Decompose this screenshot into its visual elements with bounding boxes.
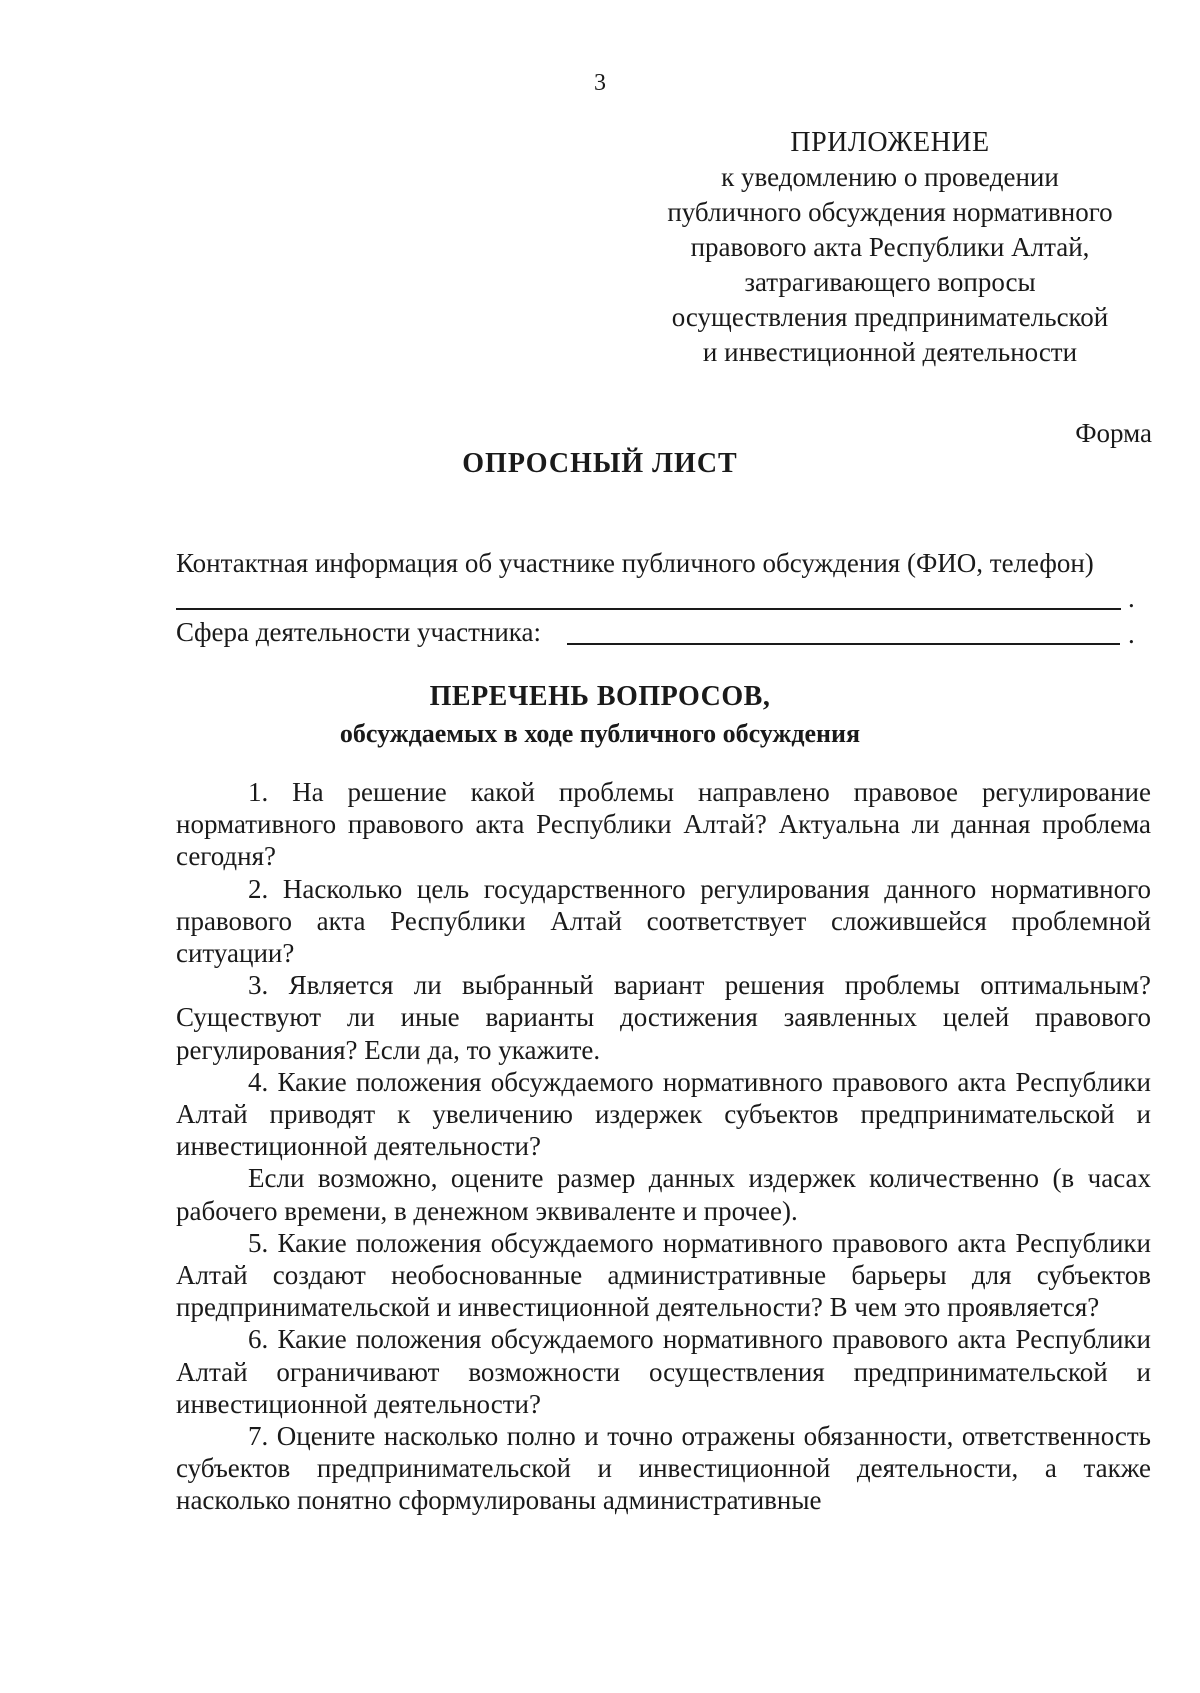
appendix-line: к уведомлению о проведении [721,162,1059,192]
sphere-line-end: . [1128,619,1135,649]
question-item: 1. На решение какой проблемы направлено правовое регулирование нормативного правового акта Республики Алтай? Актуальна ли данная проблема сегодня? [176,777,1151,872]
contact-info-label: Контактная информация об участнике публичного обсуждения (ФИО, телефон) [176,548,1094,578]
form-label: Форма [1075,418,1152,448]
question-item: 2. Насколько цель государственного регулирования данного нормативного правового акта Республики Алтай соответствует сложившейся проблемной ситуации? [176,873,1151,969]
question-item: Если возможно, оцените размер данных издержек количественно (в часах рабочего времени, в денежном эквиваленте и прочее). [176,1163,1151,1226]
appendix-line: затрагивающего вопросы [744,267,1036,297]
appendix-block [640,125,1140,370]
activity-sphere-blank-line[interactable] [567,643,1120,645]
appendix-line: правового акта Республики Алтай, [690,232,1090,262]
contact-info-blank-line[interactable] [176,608,1121,610]
question-item: 4. Какие положения обсуждаемого нормативного правового акта Республики Алтай приводят к увеличению издержек субъектов предпринимательской и инвестиционной деятельности? [176,1066,1151,1162]
questions-heading-subtitle: обсуждаемых в ходе публичного обсуждения [339,719,861,748]
document-title: ОПРОСНЫЙ ЛИСТ [462,448,738,479]
questions-heading [0,678,1200,752]
question-item: 3. Является ли выбранный вариант решения проблемы оптимальным? Существуют ли иные варианты достижения заявленных целей правового регулирования? Если да, то укажите. [176,970,1151,1065]
activity-sphere-label: Сфера деятельности участника: [176,617,541,647]
questions-heading-title: ПЕРЕЧЕНЬ ВОПРОСОВ, [429,681,771,712]
page-number: 3 [594,70,606,96]
appendix-line: осуществления предпринимательской [671,302,1109,332]
contact-line-end: . [1128,583,1135,613]
appendix-line: публичного обсуждения нормативного [667,197,1113,227]
question-item: 5. Какие положения обсуждаемого нормативного правового акта Республики Алтай создают необоснованные административные барьеры для субъектов предпринимательской и инвестиционной деятельности? В чем это проявляется? [176,1227,1151,1323]
question-item: 7. Оцените насколько полно и точно отражены обязанности, ответственность субъектов предпринимательской и инвестиционной деятельности, а также насколько понятно сформулированы административные [176,1421,1151,1516]
appendix-title: ПРИЛОЖЕНИЕ [790,127,990,158]
questions-list [176,776,1151,1517]
appendix-line: и инвестиционной деятельности [702,337,1078,367]
question-item: 6. Какие положения обсуждаемого нормативного правового акта Республики Алтай ограничивают возможности осуществления предпринимательской и инвестиционной деятельности? [176,1324,1151,1419]
